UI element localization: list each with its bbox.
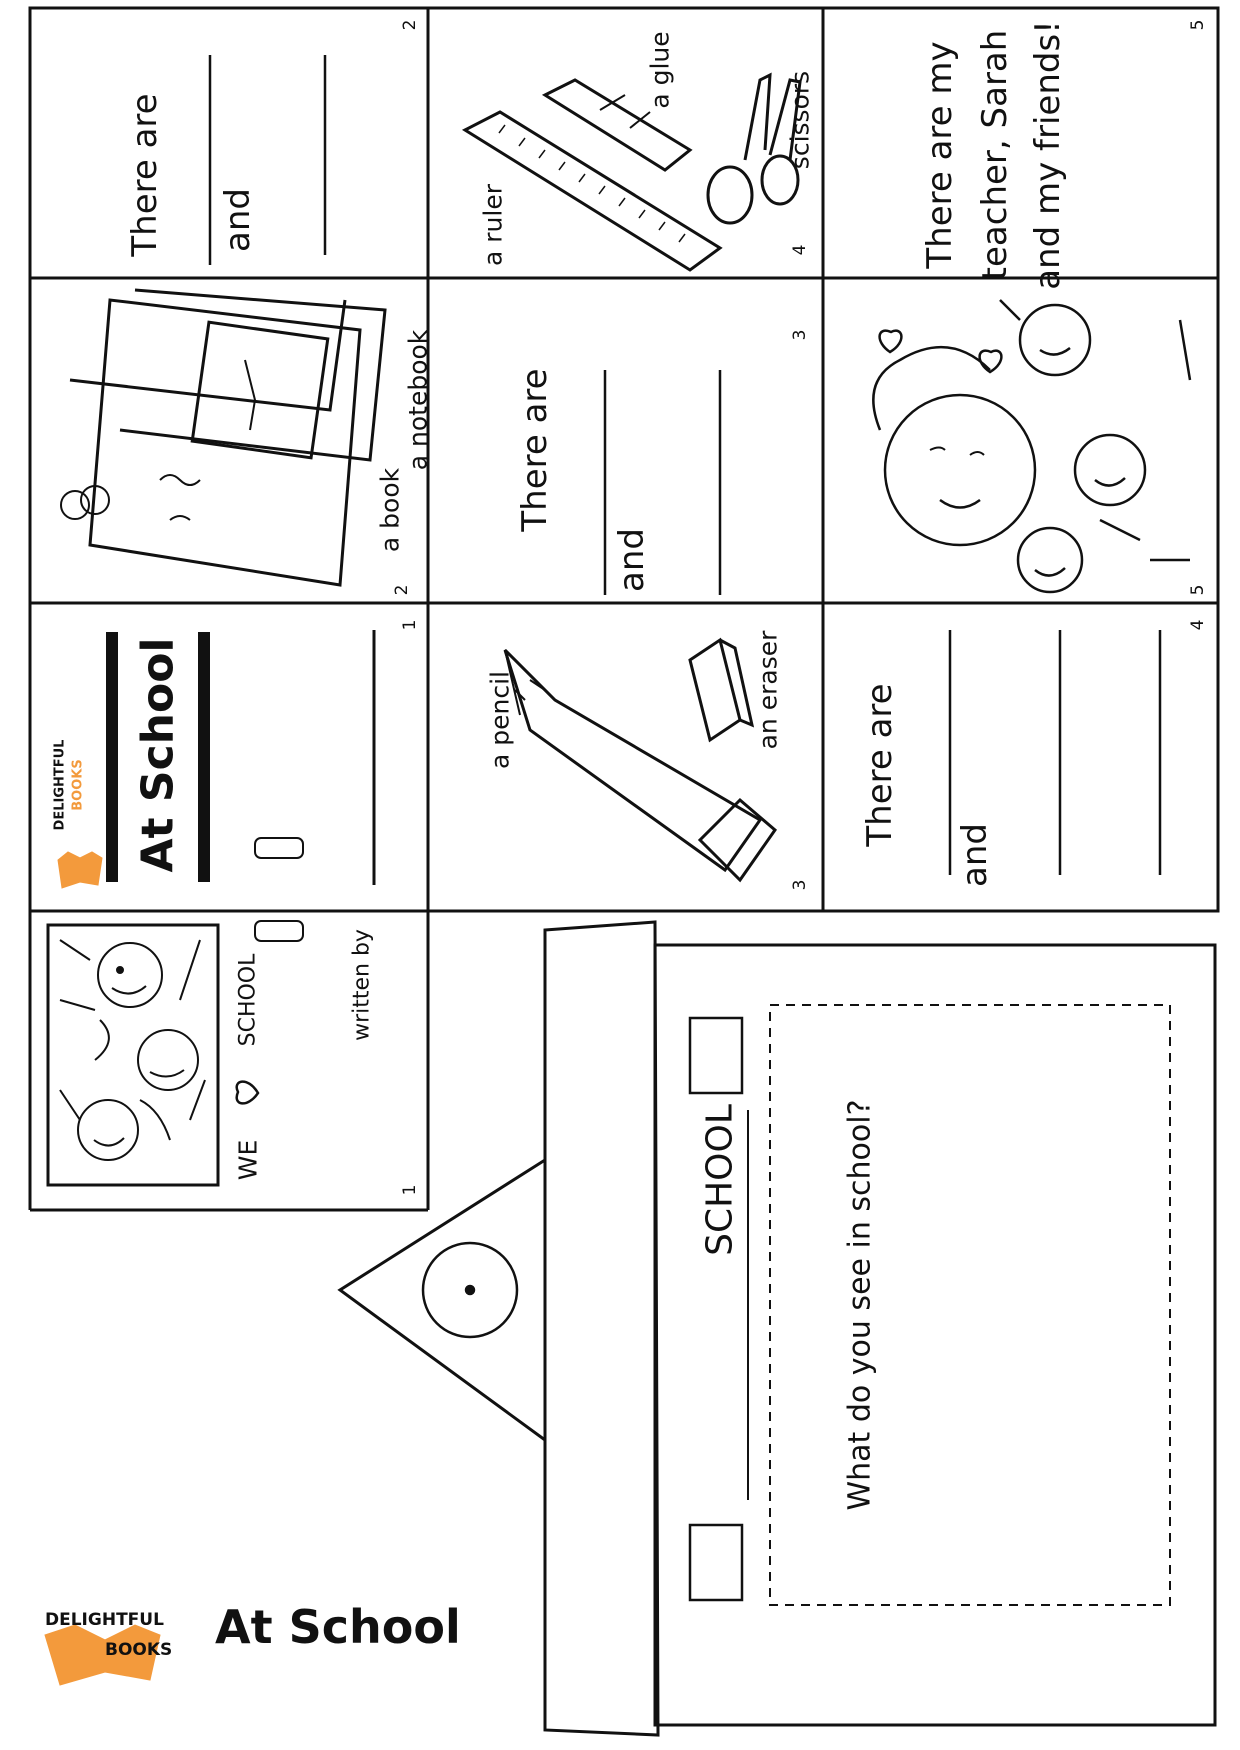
page5-line3: and my friends!: [1028, 20, 1068, 290]
page3-there-are: There are: [515, 368, 555, 532]
page5-line1: There are my: [920, 41, 960, 269]
pencil-icon: [505, 650, 775, 880]
heart-icon-2: [880, 331, 902, 352]
heart-icon: [237, 1082, 258, 1104]
brand-line1: DELIGHTFUL: [52, 739, 68, 831]
title-book-icon: [58, 852, 102, 888]
book-stack-icon: [61, 290, 385, 585]
label-glue: a glue: [645, 31, 675, 109]
title-bar-top: [106, 632, 118, 882]
page2-and: and: [218, 188, 258, 252]
page5-image-number: 5: [1188, 584, 1208, 596]
footer-brand-line1: DELIGHTFUL: [45, 1610, 164, 1630]
page2-text-number: 2: [400, 19, 420, 31]
page4-there-are: There are: [860, 683, 900, 847]
page4-image-number: 4: [790, 244, 810, 256]
footer-brand-line2: BOOKS: [105, 1640, 173, 1660]
school-sign: SCHOOL: [699, 1104, 741, 1256]
label-ruler: a ruler: [478, 184, 508, 266]
label-eraser: an eraser: [753, 630, 783, 750]
label-pencil: a pencil: [485, 671, 515, 769]
cover-caption-we: WE: [233, 1139, 263, 1181]
cover-children-illustration: [60, 940, 205, 1160]
window-top: [690, 1018, 742, 1093]
page4-text-number: 4: [1188, 619, 1208, 631]
page3-and: and: [612, 528, 652, 592]
eraser-icon: [690, 640, 752, 740]
label-book: a book: [375, 467, 405, 553]
page2-there-are: There are: [125, 93, 165, 257]
cover-page-number: 1: [400, 1184, 420, 1196]
clock-icon: [423, 1243, 517, 1337]
brand-line2: BOOKS: [70, 759, 86, 811]
drawing-area: [770, 1005, 1170, 1605]
title-page-number: 1: [400, 619, 420, 631]
footer-title: At School: [215, 1600, 461, 1654]
children-illustration: [873, 300, 1190, 592]
written-by-label: written by: [349, 929, 375, 1041]
page3-image-number: 3: [790, 879, 810, 891]
window-bottom: [690, 1525, 742, 1600]
label-notebook: a notebook: [403, 329, 433, 471]
school-house: [340, 922, 1215, 1735]
cover-caption-school: SCHOOL: [235, 953, 261, 1047]
page5-text-number: 5: [1188, 19, 1208, 31]
label-scissors: scissors: [785, 70, 815, 170]
school-question: What do you see in school?: [842, 1099, 878, 1511]
page3-text-number: 3: [790, 329, 810, 341]
page5-line2: teacher, Sarah: [975, 29, 1015, 281]
page4-and: and: [955, 823, 995, 887]
title-bar-bottom: [198, 632, 210, 882]
page2-image-number: 2: [392, 584, 412, 596]
book-title: At School: [132, 637, 184, 873]
